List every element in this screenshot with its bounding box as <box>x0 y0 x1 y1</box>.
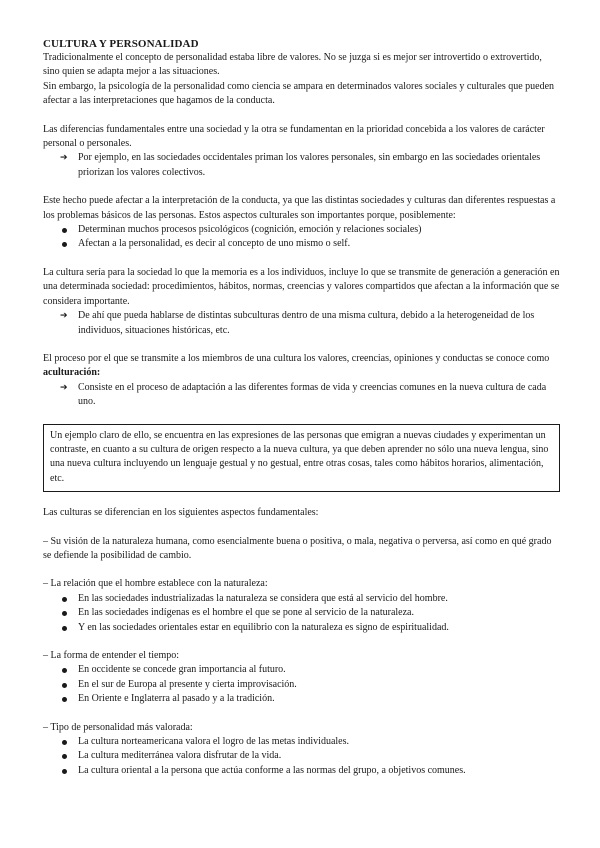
aspects-intro: Las culturas se diferencian en los siguientes aspectos fundamentales: <box>43 507 319 519</box>
arrow-item <box>43 151 561 180</box>
bullet-icon <box>62 611 67 616</box>
bullet-icon <box>62 740 67 745</box>
bullet-icon <box>62 626 67 631</box>
example-box-text: Un ejemplo claro de ello, se encuentra en las expresiones de las personas que emigran a nuevas ciudades y experimentan un contraste, en cuanto a su cultura de origen respecto a la nueva cultura, ya que deben aprender no sólo una nueva lengua, sino una nueva cultura incluyendo un lenguaje gestual y no gestual, entre otras cosas, tales como hábitos horarios, alimentación, etc. <box>50 429 549 484</box>
page-title: CULTURA Y PERSONALIDAD <box>43 38 199 50</box>
list-item <box>43 606 561 620</box>
list-item <box>43 678 561 692</box>
aspect-4-list <box>43 735 561 778</box>
list-item-text: En las sociedades industrializadas la naturaleza se considera que está al servicio del hombre. <box>78 592 448 604</box>
section3-bullet-list <box>43 223 561 252</box>
arrow-icon: ➔ <box>60 153 68 164</box>
arrow-text: Por ejemplo, en las sociedades occidentales priman los valores personales, sin embargo en las sociedades orientales priorizan los valores colectivos. <box>78 152 541 178</box>
bullet-icon <box>62 697 67 702</box>
list-item <box>43 692 561 706</box>
intro-paragraph-1: Tradicionalmente el concepto de personalidad estaba libre de valores. No se juzga si es mejor ser introvertido o extrovertido, sino quien se adapta mejor a las situaciones. <box>43 52 542 78</box>
arrow-icon: ➔ <box>60 382 68 393</box>
bullet-icon <box>62 597 67 602</box>
list-item-text: La cultura oriental a la persona que actúa conforme a las normas del grupo, a objetivos comunes. <box>78 764 466 776</box>
bullet-icon <box>62 754 67 759</box>
section3-paragraph: Este hecho puede afectar a la interpretación de la conducta, ya que las distintas sociedades y culturas dan diferentes respuestas a los problemas básicos de las personas. Estos aspectos culturales son importantes porque, posiblemente: <box>43 195 556 221</box>
arrow-icon: ➔ <box>60 311 68 322</box>
list-item <box>43 237 561 251</box>
aspect-2-list <box>43 592 561 635</box>
term-aculturacion: aculturación: <box>43 367 101 379</box>
aspect-3-list <box>43 663 561 706</box>
bullet-icon <box>62 242 67 247</box>
list-item-text: En las sociedades indígenas es el hombre el que se pone al servicio de la naturaleza. <box>78 607 414 619</box>
bullet-icon <box>62 228 67 233</box>
list-item-text: Y en las sociedades orientales estar en equilibrio con la naturaleza es signo de espiritualidad. <box>78 621 449 633</box>
arrow-item <box>43 309 561 338</box>
list-item <box>43 663 561 677</box>
arrow-text: Consiste en el proceso de adaptación a las diferentes formas de vida y creencias comunes en la nueva cultura de cada uno. <box>78 381 547 408</box>
document-body <box>43 37 561 778</box>
section5-arrow-list <box>43 381 561 410</box>
list-item-text: Determinan muchos procesos psicológicos (cognición, emoción y relaciones sociales) <box>78 224 422 236</box>
example-box <box>43 424 560 493</box>
bullet-icon <box>62 683 67 688</box>
list-item-text: En Oriente e Inglaterra al pasado y a la tradición. <box>78 693 275 705</box>
list-item-text: La cultura norteamericana valora el logro de las metas individuales. <box>78 736 350 748</box>
section2-arrow-list <box>43 151 561 180</box>
list-item <box>43 735 561 749</box>
arrow-text: De ahí que pueda hablarse de distintas subculturas dentro de una misma cultura, debido a la heterogeneidad de los individuos, situaciones históricas, etc. <box>78 310 535 336</box>
intro-paragraph-2: Sin embargo, la psicología de la personalidad como ciencia se ampara en determinados valores sociales y culturales que pueden afectar a las interpretaciones que hagamos de la conducta. <box>43 80 555 107</box>
aspect-1: – Su visión de la naturaleza humana, como esencialmente buena o positiva, o mala, negativa o perversa, así como en qué grado se defiende la posibilidad de cambio. <box>43 535 552 561</box>
bullet-icon <box>62 668 67 673</box>
list-item <box>43 749 561 763</box>
aspect-2-heading: – La relación que el hombre establece con la naturaleza: <box>43 578 268 590</box>
list-item-text: La cultura mediterránea valora disfrutar de la vida. <box>78 750 282 762</box>
list-item <box>43 621 561 635</box>
bullet-icon <box>62 769 67 774</box>
section2-paragraph: Las diferencias fundamentales entre una sociedad y la otra se fundamentan en la prioridad concebida a los valores de carácter personal o personales. <box>43 123 545 150</box>
list-item-text: En occidente se concede gran importancia al futuro. <box>78 664 286 676</box>
list-item-text: En el sur de Europa al presente y cierta improvisación. <box>78 678 297 690</box>
list-item <box>43 592 561 606</box>
aspect-4-heading: – Tipo de personalidad más valorada: <box>43 721 193 733</box>
arrow-item <box>43 381 561 410</box>
section5-text: El proceso por el que se transmite a los miembros de una cultura los valores, creencias, opiniones y conductas se conoce como <box>43 352 550 364</box>
section4-arrow-list <box>43 309 561 338</box>
section4-paragraph: La cultura sería para la sociedad lo que la memoria es a los individuos, incluye lo que se transmite de generación a generación en una determinada sociedad: procedimientos, hábitos, normas, creencias y valores compartidos que afectan a la información que se considera importante. <box>43 266 560 307</box>
list-item <box>43 223 561 237</box>
aspect-3-heading: – La forma de entender el tiempo: <box>43 650 180 661</box>
section5-paragraph <box>43 352 561 381</box>
list-item <box>43 764 561 778</box>
list-item-text: Afectan a la personalidad, es decir al concepto de uno mismo o self. <box>78 238 351 250</box>
